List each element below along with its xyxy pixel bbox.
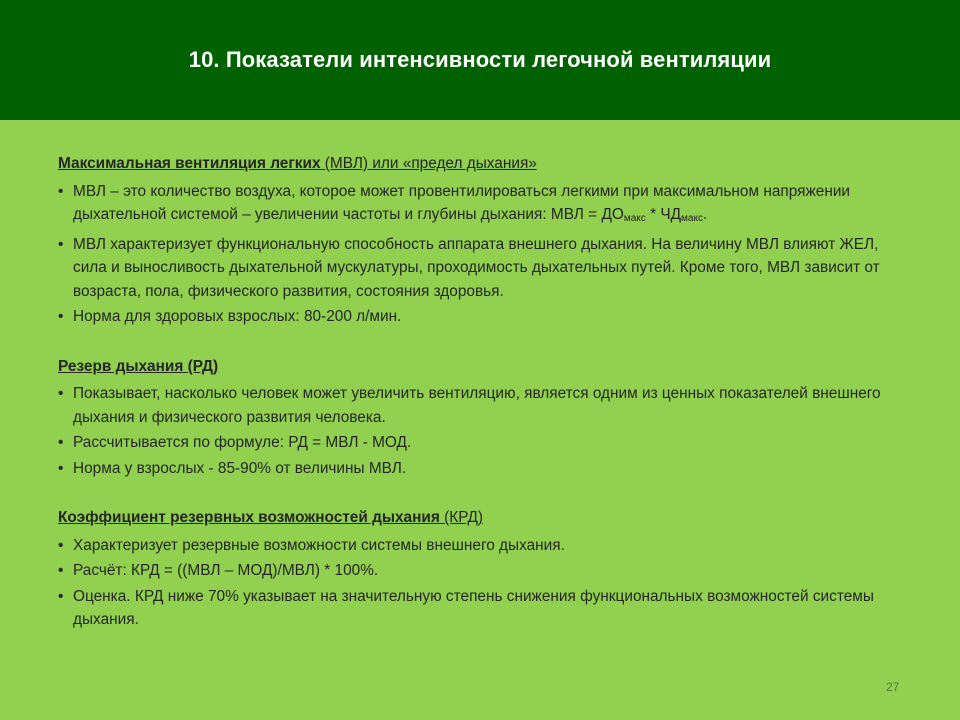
- bullet-text: * ЧД: [645, 206, 682, 223]
- section-title-mvl: [58, 152, 908, 176]
- section-mvl: [58, 152, 908, 329]
- section-title-rd-bold: Резерв дыхания (РД): [58, 357, 219, 375]
- section-title-mvl-bold: Максимальная вентиляция легких: [58, 155, 321, 172]
- slide-title: 10. Показатели интенсивности легочной вентиляции: [188, 47, 772, 72]
- subscript: макс: [623, 213, 646, 224]
- bullet-item: • Норма для здоровых взрослых: 80-200 л/мин.: [58, 305, 908, 329]
- bullet-list-mvl: [58, 180, 908, 329]
- bullet-item: [58, 180, 908, 231]
- bullet-item: • Рассчитывается по формуле: РД = МВЛ - МОД.: [58, 431, 908, 455]
- slide-header: [0, 0, 960, 120]
- bullet-item: • Показывает, насколько человек может увеличить вентиляцию, является одним из ценных показателей внешнего дыхания и физического развития человека.: [58, 382, 908, 429]
- bullet-item: • Оценка. КРД ниже 70% указывает на значительную степень снижения функциональных возможностей системы дыхания.: [58, 585, 908, 632]
- bullet-text: МВЛ – это количество воздуха, которое может провентилироваться легкими при максимальном напряжении дыхательной системой – увеличении частоты и глубины дыхания: МВЛ = ДО: [73, 182, 851, 223]
- section-title-rd: [58, 355, 908, 379]
- bullet-text: .: [702, 206, 708, 223]
- section-title-krd: [58, 506, 908, 530]
- section-title-krd-rest: (КРД): [439, 509, 484, 526]
- bullet-item: • Норма у взрослых - 85-90% от величины МВЛ.: [58, 457, 908, 481]
- section-title-mvl-rest: (МВЛ) или «предел дыхания»: [320, 155, 537, 172]
- subscript: макс: [681, 213, 703, 224]
- bullet-item: • Расчёт: КРД = ((МВЛ – МОД)/МВЛ) * 100%.: [58, 559, 908, 583]
- page-number: 27: [886, 680, 900, 694]
- bullet-item: • МВЛ характеризует функциональную способность аппарата внешнего дыхания. На величину МВЛ влияют ЖЕЛ, сила и выносливость дыхательной мускулатуры, проходимость дыхательных путей. Кроме того, МВЛ зависит от возраста, пола, физического развития, состояния здоровья.: [58, 233, 908, 304]
- slide-content: [58, 152, 908, 658]
- section-krd: [58, 506, 908, 632]
- bullet-item: • Характеризует резервные возможности системы внешнего дыхания.: [58, 534, 908, 558]
- section-rd: [58, 355, 908, 481]
- bullet-list-krd: [58, 534, 908, 632]
- bullet-list-rd: [58, 382, 908, 480]
- section-title-krd-bold: Коэффициент резервных возможностей дыхания: [58, 509, 440, 526]
